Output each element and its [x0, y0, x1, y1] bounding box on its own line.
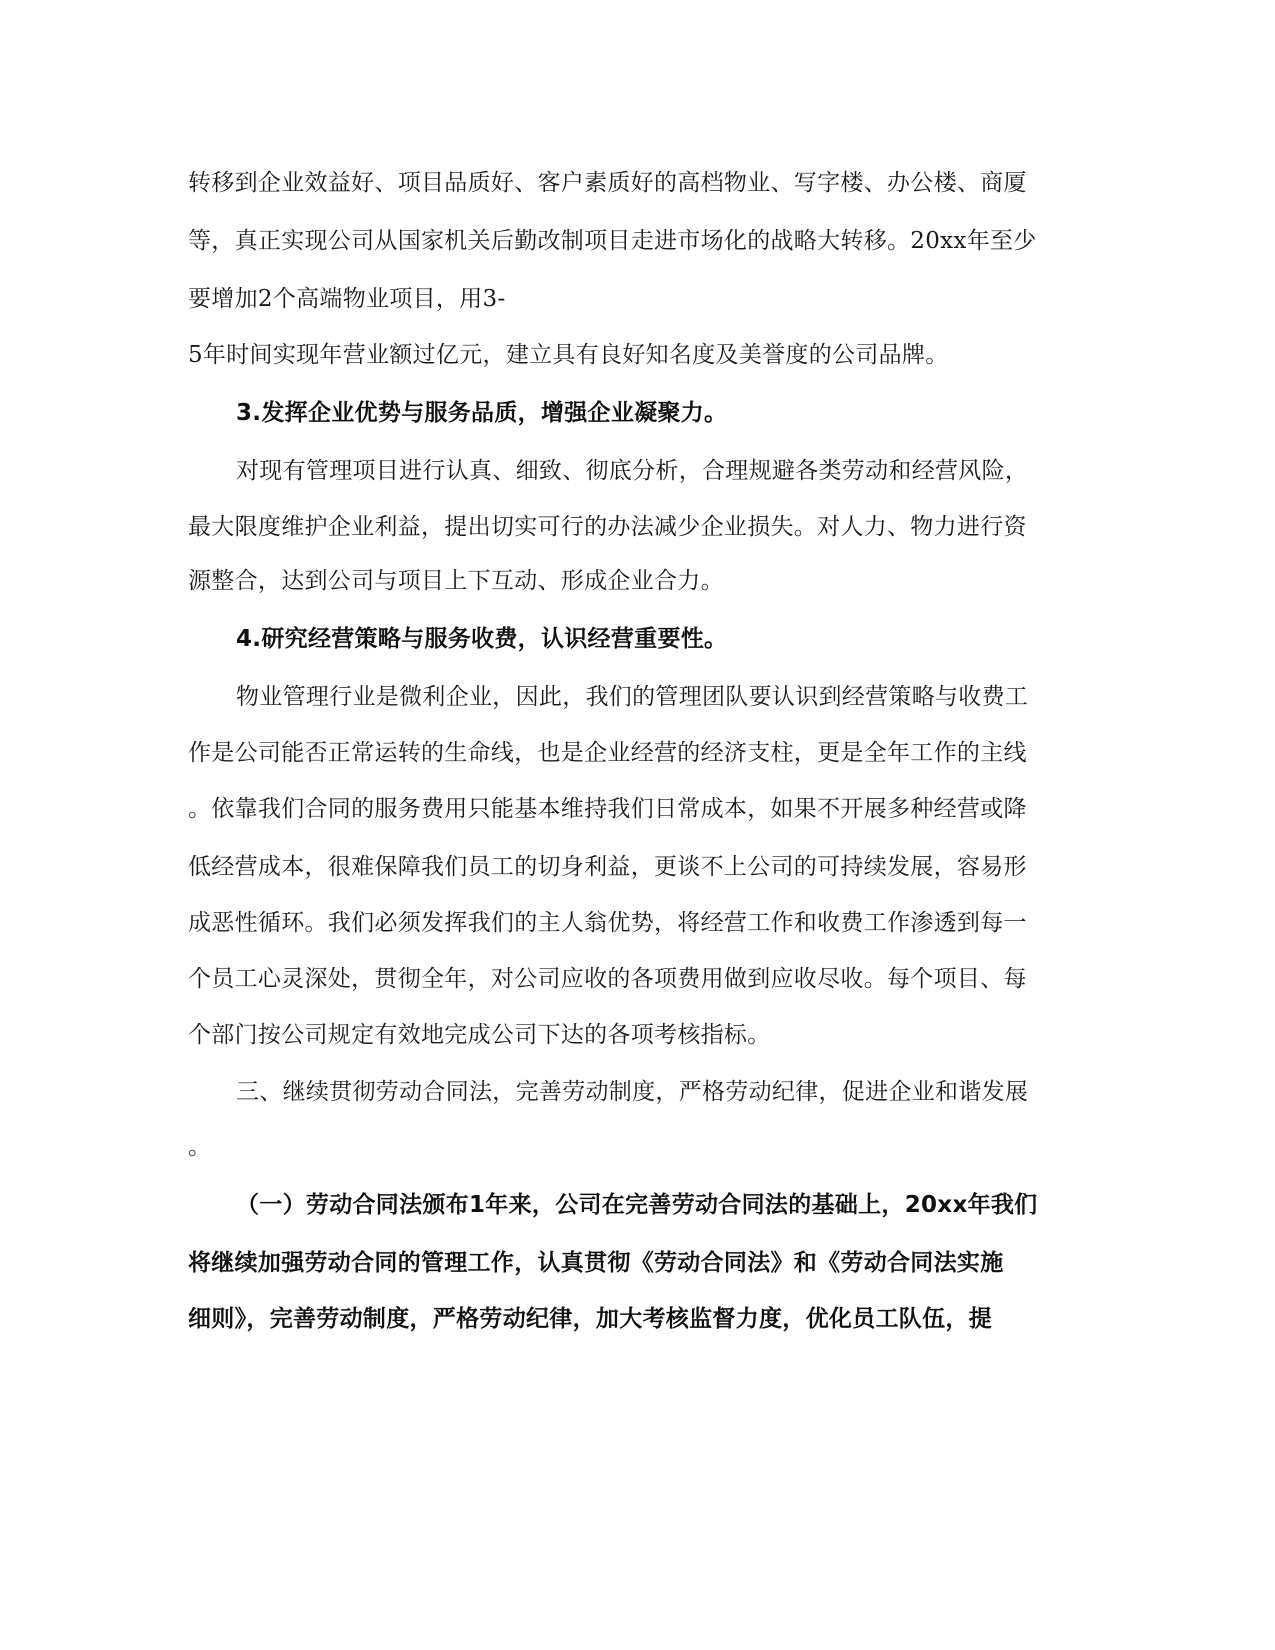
text-line: 个部门按公司规定有效地完成公司下达的各项考核指标。: [188, 1022, 771, 1048]
subsection-text: 细则》，完善劳动制度，严格劳动纪律，加大考核监督力度，优化员工队伍，提: [188, 1306, 992, 1332]
text-line: 。: [188, 1134, 212, 1160]
text-line: 源整合，达到公司与项目上下互动、形成企业合力。: [188, 568, 724, 594]
text-line: 成恶性循环。我们必须发挥我们的主人翁优势，将经营工作和收费工作渗透到每一: [188, 910, 1027, 936]
text-line: 最大限度维护企业利益，提出切实可行的办法减少企业损失。对人力、物力进行资: [188, 514, 1027, 540]
text-line: 作是公司能否正常运转的生命线，也是企业经营的经济支柱，更是全年工作的主线: [188, 740, 1027, 766]
text-line: 个员工心灵深处，贯彻全年，对公司应收的各项费用做到应收尽收。每个项目、每: [188, 966, 1027, 992]
subsection-text: 将继续加强劳动合同的管理工作，认真贯彻《劳动合同法》和《劳动合同法实施: [188, 1250, 1004, 1276]
section-heading: 3.发挥企业优势与服务品质，增强企业凝聚力。: [236, 400, 728, 426]
text-line: 等，真正实现公司从国家机关后勤改制项目走进市场化的战略大转移。20xx年至少: [188, 228, 1037, 254]
section-heading: 4.研究经营策略与服务收费，认识经营重要性。: [236, 626, 728, 652]
text-line: 物业管理行业是微利企业，因此，我们的管理团队要认识到经营策略与收费工: [236, 684, 1029, 710]
text-line: 要增加2个高端物业项目，用3-: [188, 286, 506, 312]
subsection-text: （一）劳动合同法颁布1年来，公司在完善劳动合同法的基础上，20xx年我们: [236, 1192, 1038, 1218]
text-line: 低经营成本，很难保障我们员工的切身利益，更谈不上公司的可持续发展，容易形: [188, 854, 1027, 880]
text-line: 。依靠我们合同的服务费用只能基本维持我们日常成本，如果不开展多种经营或降: [188, 796, 1027, 822]
text-line: 转移到企业效益好、项目品质好、客户素质好的高档物业、写字楼、办公楼、商厦: [188, 170, 1027, 196]
text-line: 对现有管理项目进行认真、细致、彻底分析，合理规避各类劳动和经营风险，: [236, 458, 1029, 484]
section-heading: 三、继续贯彻劳动合同法，完善劳动制度，严格劳动纪律，促进企业和谐发展: [236, 1079, 1029, 1105]
text-line: 5年时间实现年营业额过亿元，建立具有良好知名度及美誉度的公司品牌。: [188, 342, 949, 368]
